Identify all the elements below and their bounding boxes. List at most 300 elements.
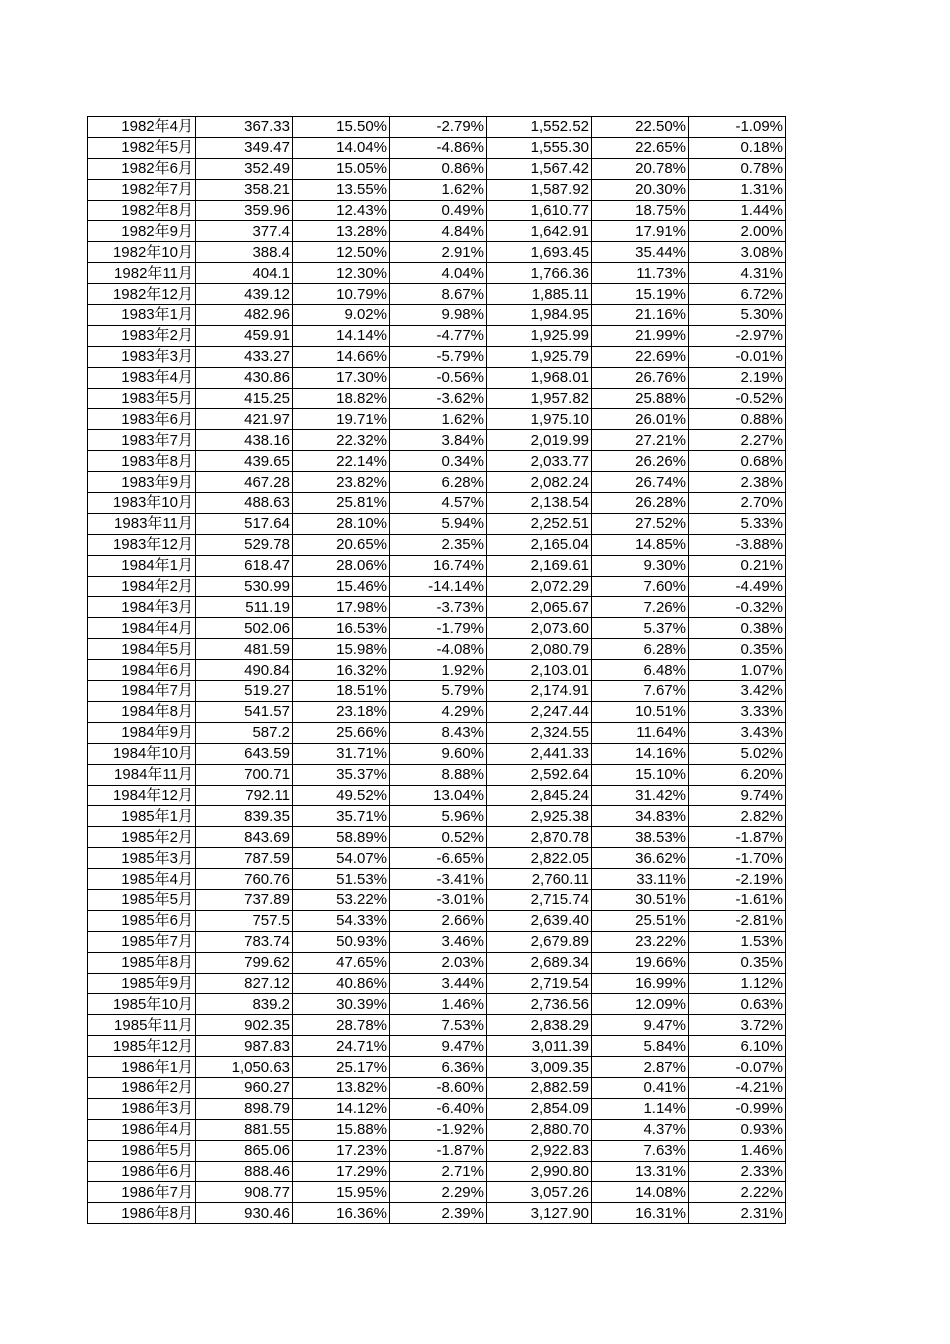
value-b-yoy-cell: 14.08% [592,1182,689,1203]
table-row [88,639,786,660]
value-a-yoy-cell: 10.79% [293,284,390,305]
table-row [88,534,786,555]
value-b-mom-cell: -1.87% [689,827,786,848]
value-a-mom-cell: -4.08% [390,639,487,660]
table-row [88,994,786,1015]
value-b-mom-cell: 5.30% [689,305,786,326]
value-a-yoy-cell: 25.81% [293,493,390,514]
value-a-yoy-cell: 14.04% [293,137,390,158]
value-b-cell: 2,073.60 [487,618,592,639]
value-a-cell: 865.06 [196,1140,293,1161]
month-cell: 1983年3月 [88,346,196,367]
value-a-yoy-cell: 49.52% [293,785,390,806]
value-a-cell: 760.76 [196,869,293,890]
value-b-cell: 2,082.24 [487,472,592,493]
value-a-yoy-cell: 13.82% [293,1077,390,1098]
value-b-yoy-cell: 14.85% [592,534,689,555]
value-a-cell: 529.78 [196,534,293,555]
value-b-yoy-cell: 12.09% [592,994,689,1015]
table-row [88,681,786,702]
month-cell: 1984年9月 [88,722,196,743]
value-b-cell: 3,127.90 [487,1203,592,1224]
value-a-cell: 519.27 [196,681,293,702]
value-b-yoy-cell: 10.51% [592,701,689,722]
value-b-cell: 2,990.80 [487,1161,592,1182]
value-b-mom-cell: -2.19% [689,869,786,890]
value-b-yoy-cell: 15.10% [592,764,689,785]
table-row [88,910,786,931]
value-a-mom-cell: 4.57% [390,493,487,514]
value-a-yoy-cell: 53.22% [293,889,390,910]
value-a-cell: 930.46 [196,1203,293,1224]
value-a-mom-cell: 0.52% [390,827,487,848]
value-b-cell: 1,642.91 [487,221,592,242]
value-a-yoy-cell: 14.66% [293,346,390,367]
value-a-yoy-cell: 50.93% [293,931,390,952]
value-a-mom-cell: 4.04% [390,263,487,284]
value-b-yoy-cell: 7.67% [592,681,689,702]
month-cell: 1985年3月 [88,848,196,869]
value-a-cell: 839.2 [196,994,293,1015]
value-b-yoy-cell: 25.51% [592,910,689,931]
table-row [88,1140,786,1161]
value-b-yoy-cell: 35.44% [592,242,689,263]
value-b-mom-cell: -0.32% [689,597,786,618]
value-a-yoy-cell: 17.29% [293,1161,390,1182]
month-cell: 1985年12月 [88,1036,196,1057]
value-b-mom-cell: -0.07% [689,1057,786,1078]
table-row [88,701,786,722]
value-a-mom-cell: 2.91% [390,242,487,263]
value-b-mom-cell: 2.70% [689,493,786,514]
value-a-cell: 439.12 [196,284,293,305]
value-b-cell: 2,870.78 [487,827,592,848]
value-a-yoy-cell: 9.02% [293,305,390,326]
value-a-yoy-cell: 28.10% [293,513,390,534]
value-a-yoy-cell: 16.36% [293,1203,390,1224]
value-b-yoy-cell: 38.53% [592,827,689,848]
value-a-cell: 377.4 [196,221,293,242]
value-a-cell: 908.77 [196,1182,293,1203]
value-b-mom-cell: 6.10% [689,1036,786,1057]
value-b-yoy-cell: 1.14% [592,1098,689,1119]
value-b-yoy-cell: 23.22% [592,931,689,952]
value-a-cell: 467.28 [196,472,293,493]
value-a-mom-cell: 1.92% [390,660,487,681]
value-a-mom-cell: -1.92% [390,1119,487,1140]
value-a-mom-cell: -3.41% [390,869,487,890]
value-b-mom-cell: 5.02% [689,743,786,764]
table-row [88,785,786,806]
value-a-yoy-cell: 54.33% [293,910,390,931]
value-b-cell: 2,880.70 [487,1119,592,1140]
value-a-yoy-cell: 35.37% [293,764,390,785]
month-cell: 1982年7月 [88,179,196,200]
value-b-mom-cell: 2.38% [689,472,786,493]
table-row [88,158,786,179]
month-cell: 1983年11月 [88,513,196,534]
value-b-cell: 2,065.67 [487,597,592,618]
value-b-cell: 1,975.10 [487,409,592,430]
table-row [88,827,786,848]
value-a-mom-cell: 2.03% [390,952,487,973]
value-b-mom-cell: -4.21% [689,1077,786,1098]
month-cell: 1984年4月 [88,618,196,639]
value-a-mom-cell: 1.62% [390,409,487,430]
table-row [88,263,786,284]
table-row [88,743,786,764]
value-a-yoy-cell: 15.05% [293,158,390,179]
value-a-yoy-cell: 54.07% [293,848,390,869]
value-b-mom-cell: 0.18% [689,137,786,158]
value-a-cell: 541.57 [196,701,293,722]
value-a-mom-cell: 16.74% [390,555,487,576]
value-a-mom-cell: -3.62% [390,388,487,409]
value-a-mom-cell: 3.84% [390,430,487,451]
value-b-yoy-cell: 26.28% [592,493,689,514]
value-a-cell: 783.74 [196,931,293,952]
value-a-mom-cell: -14.14% [390,576,487,597]
month-cell: 1982年12月 [88,284,196,305]
value-a-mom-cell: 6.28% [390,472,487,493]
table-row [88,1203,786,1224]
value-b-mom-cell: 4.31% [689,263,786,284]
month-cell: 1983年2月 [88,325,196,346]
table-row [88,1057,786,1078]
value-b-mom-cell: -4.49% [689,576,786,597]
value-b-mom-cell: 0.78% [689,158,786,179]
value-a-cell: 843.69 [196,827,293,848]
value-a-yoy-cell: 30.39% [293,994,390,1015]
table-row [88,722,786,743]
table-row [88,1015,786,1036]
value-a-yoy-cell: 19.71% [293,409,390,430]
value-b-mom-cell: 0.88% [689,409,786,430]
value-a-cell: 888.46 [196,1161,293,1182]
value-b-mom-cell: 3.42% [689,681,786,702]
value-a-yoy-cell: 51.53% [293,869,390,890]
value-b-cell: 1,555.30 [487,137,592,158]
value-b-mom-cell: 1.31% [689,179,786,200]
value-a-cell: 438.16 [196,430,293,451]
value-a-mom-cell: 2.39% [390,1203,487,1224]
value-b-yoy-cell: 16.31% [592,1203,689,1224]
value-b-yoy-cell: 13.31% [592,1161,689,1182]
value-a-cell: 787.59 [196,848,293,869]
value-b-mom-cell: -1.61% [689,889,786,910]
month-cell: 1983年8月 [88,451,196,472]
table-row [88,325,786,346]
value-b-mom-cell: 2.33% [689,1161,786,1182]
value-b-yoy-cell: 22.50% [592,117,689,138]
table-row [88,409,786,430]
value-b-yoy-cell: 30.51% [592,889,689,910]
month-cell: 1986年4月 [88,1119,196,1140]
table-row [88,1119,786,1140]
value-b-yoy-cell: 27.21% [592,430,689,451]
value-b-mom-cell: 1.12% [689,973,786,994]
value-b-yoy-cell: 22.69% [592,346,689,367]
value-b-cell: 2,174.91 [487,681,592,702]
table-row [88,806,786,827]
value-a-yoy-cell: 15.98% [293,639,390,660]
value-a-mom-cell: -1.87% [390,1140,487,1161]
table-row [88,472,786,493]
value-b-cell: 1,693.45 [487,242,592,263]
value-b-cell: 3,057.26 [487,1182,592,1203]
value-a-cell: 517.64 [196,513,293,534]
value-b-mom-cell: 2.31% [689,1203,786,1224]
value-a-cell: 881.55 [196,1119,293,1140]
value-a-cell: 415.25 [196,388,293,409]
value-a-yoy-cell: 28.06% [293,555,390,576]
value-b-mom-cell: 0.63% [689,994,786,1015]
value-a-mom-cell: 8.67% [390,284,487,305]
value-b-mom-cell: 2.27% [689,430,786,451]
value-b-cell: 2,592.64 [487,764,592,785]
value-a-yoy-cell: 25.17% [293,1057,390,1078]
value-a-cell: 433.27 [196,346,293,367]
value-b-mom-cell: 0.35% [689,639,786,660]
value-a-cell: 618.47 [196,555,293,576]
value-b-cell: 1,552.52 [487,117,592,138]
value-b-cell: 1,957.82 [487,388,592,409]
value-a-yoy-cell: 13.55% [293,179,390,200]
value-a-cell: 902.35 [196,1015,293,1036]
table-row [88,1182,786,1203]
value-a-cell: 352.49 [196,158,293,179]
table-row [88,1098,786,1119]
month-cell: 1985年2月 [88,827,196,848]
value-b-yoy-cell: 7.60% [592,576,689,597]
value-b-mom-cell: -1.09% [689,117,786,138]
value-b-cell: 2,247.44 [487,701,592,722]
value-b-yoy-cell: 21.16% [592,305,689,326]
month-cell: 1984年12月 [88,785,196,806]
month-cell: 1985年5月 [88,889,196,910]
value-a-mom-cell: -4.77% [390,325,487,346]
value-b-cell: 2,639.40 [487,910,592,931]
month-cell: 1985年8月 [88,952,196,973]
month-cell: 1983年9月 [88,472,196,493]
value-a-yoy-cell: 23.82% [293,472,390,493]
value-a-mom-cell: -2.79% [390,117,487,138]
value-b-mom-cell: 0.93% [689,1119,786,1140]
value-b-mom-cell: -2.81% [689,910,786,931]
value-b-cell: 2,689.34 [487,952,592,973]
value-b-mom-cell: 3.72% [689,1015,786,1036]
value-a-cell: 827.12 [196,973,293,994]
value-b-mom-cell: 6.20% [689,764,786,785]
value-a-mom-cell: -1.79% [390,618,487,639]
value-b-yoy-cell: 20.30% [592,179,689,200]
value-a-cell: 839.35 [196,806,293,827]
value-a-mom-cell: 2.35% [390,534,487,555]
value-a-mom-cell: 7.53% [390,1015,487,1036]
value-a-yoy-cell: 23.18% [293,701,390,722]
value-a-cell: 359.96 [196,200,293,221]
table-row [88,513,786,534]
value-a-mom-cell: 4.84% [390,221,487,242]
month-cell: 1982年11月 [88,263,196,284]
value-a-yoy-cell: 12.43% [293,200,390,221]
month-cell: 1982年6月 [88,158,196,179]
value-b-yoy-cell: 4.37% [592,1119,689,1140]
value-a-yoy-cell: 22.14% [293,451,390,472]
value-a-yoy-cell: 22.32% [293,430,390,451]
table-row [88,1036,786,1057]
value-b-yoy-cell: 34.83% [592,806,689,827]
value-a-yoy-cell: 16.32% [293,660,390,681]
value-b-yoy-cell: 26.76% [592,367,689,388]
table-row [88,117,786,138]
value-b-yoy-cell: 5.84% [592,1036,689,1057]
value-a-yoy-cell: 17.23% [293,1140,390,1161]
value-a-mom-cell: 9.98% [390,305,487,326]
value-b-yoy-cell: 9.30% [592,555,689,576]
value-b-cell: 1,968.01 [487,367,592,388]
value-a-yoy-cell: 14.14% [293,325,390,346]
value-b-yoy-cell: 6.28% [592,639,689,660]
value-b-mom-cell: -0.01% [689,346,786,367]
value-b-cell: 2,719.54 [487,973,592,994]
value-a-cell: 792.11 [196,785,293,806]
value-b-cell: 3,009.35 [487,1057,592,1078]
table-row [88,305,786,326]
value-b-yoy-cell: 26.74% [592,472,689,493]
value-b-mom-cell: 3.33% [689,701,786,722]
value-b-cell: 2,838.29 [487,1015,592,1036]
value-b-mom-cell: 2.19% [689,367,786,388]
value-b-yoy-cell: 9.47% [592,1015,689,1036]
month-cell: 1984年7月 [88,681,196,702]
month-cell: 1982年4月 [88,117,196,138]
value-b-yoy-cell: 33.11% [592,869,689,890]
value-b-yoy-cell: 11.64% [592,722,689,743]
value-a-cell: 459.91 [196,325,293,346]
table-row [88,869,786,890]
value-a-cell: 488.63 [196,493,293,514]
value-a-mom-cell: -3.73% [390,597,487,618]
value-b-yoy-cell: 21.99% [592,325,689,346]
value-b-mom-cell: 1.07% [689,660,786,681]
value-b-yoy-cell: 25.88% [592,388,689,409]
value-b-cell: 1,984.95 [487,305,592,326]
month-cell: 1984年10月 [88,743,196,764]
table-row [88,1161,786,1182]
month-cell: 1984年3月 [88,597,196,618]
value-a-cell: 799.62 [196,952,293,973]
value-b-cell: 3,011.39 [487,1036,592,1057]
value-b-mom-cell: 2.82% [689,806,786,827]
value-a-cell: 643.59 [196,743,293,764]
value-b-mom-cell: 9.74% [689,785,786,806]
table-row [88,660,786,681]
month-cell: 1985年9月 [88,973,196,994]
value-b-cell: 2,822.05 [487,848,592,869]
value-b-cell: 1,587.92 [487,179,592,200]
value-b-yoy-cell: 14.16% [592,743,689,764]
value-a-cell: 700.71 [196,764,293,785]
table-row [88,597,786,618]
value-b-cell: 2,854.09 [487,1098,592,1119]
value-b-yoy-cell: 36.62% [592,848,689,869]
month-cell: 1982年8月 [88,200,196,221]
value-a-mom-cell: -6.40% [390,1098,487,1119]
table-row [88,555,786,576]
value-a-cell: 1,050.63 [196,1057,293,1078]
value-a-yoy-cell: 16.53% [293,618,390,639]
month-cell: 1982年5月 [88,137,196,158]
table-row [88,221,786,242]
value-b-mom-cell: 0.38% [689,618,786,639]
value-b-cell: 2,138.54 [487,493,592,514]
value-b-mom-cell: -3.88% [689,534,786,555]
value-a-mom-cell: 1.62% [390,179,487,200]
value-a-cell: 430.86 [196,367,293,388]
value-a-mom-cell: -3.01% [390,889,487,910]
value-b-cell: 2,882.59 [487,1077,592,1098]
value-a-cell: 987.83 [196,1036,293,1057]
value-a-yoy-cell: 24.71% [293,1036,390,1057]
value-b-yoy-cell: 7.63% [592,1140,689,1161]
value-b-yoy-cell: 7.26% [592,597,689,618]
value-a-yoy-cell: 28.78% [293,1015,390,1036]
month-cell: 1986年1月 [88,1057,196,1078]
value-a-mom-cell: 3.46% [390,931,487,952]
value-a-yoy-cell: 15.46% [293,576,390,597]
month-cell: 1985年7月 [88,931,196,952]
value-a-yoy-cell: 25.66% [293,722,390,743]
table-row [88,242,786,263]
value-b-mom-cell: 1.53% [689,931,786,952]
table-row [88,764,786,785]
value-a-yoy-cell: 17.98% [293,597,390,618]
month-cell: 1983年4月 [88,367,196,388]
value-a-mom-cell: 2.29% [390,1182,487,1203]
value-b-cell: 2,922.83 [487,1140,592,1161]
value-b-mom-cell: -1.70% [689,848,786,869]
month-cell: 1985年1月 [88,806,196,827]
table-row [88,451,786,472]
value-a-cell: 587.2 [196,722,293,743]
value-b-mom-cell: 3.43% [689,722,786,743]
value-a-mom-cell: 8.43% [390,722,487,743]
value-b-mom-cell: 0.21% [689,555,786,576]
month-cell: 1984年1月 [88,555,196,576]
value-b-mom-cell: -0.52% [689,388,786,409]
value-b-cell: 1,766.36 [487,263,592,284]
value-b-mom-cell: 2.00% [689,221,786,242]
value-a-cell: 490.84 [196,660,293,681]
value-a-mom-cell: 0.49% [390,200,487,221]
value-b-mom-cell: 6.72% [689,284,786,305]
month-cell: 1983年6月 [88,409,196,430]
table-body [88,117,786,1224]
table-row [88,200,786,221]
value-a-yoy-cell: 35.71% [293,806,390,827]
value-a-cell: 358.21 [196,179,293,200]
value-a-yoy-cell: 12.50% [293,242,390,263]
value-b-mom-cell: -2.97% [689,325,786,346]
month-cell: 1982年9月 [88,221,196,242]
value-a-yoy-cell: 18.82% [293,388,390,409]
value-a-cell: 530.99 [196,576,293,597]
value-b-yoy-cell: 18.75% [592,200,689,221]
month-cell: 1984年8月 [88,701,196,722]
value-b-yoy-cell: 26.01% [592,409,689,430]
value-a-mom-cell: 2.71% [390,1161,487,1182]
